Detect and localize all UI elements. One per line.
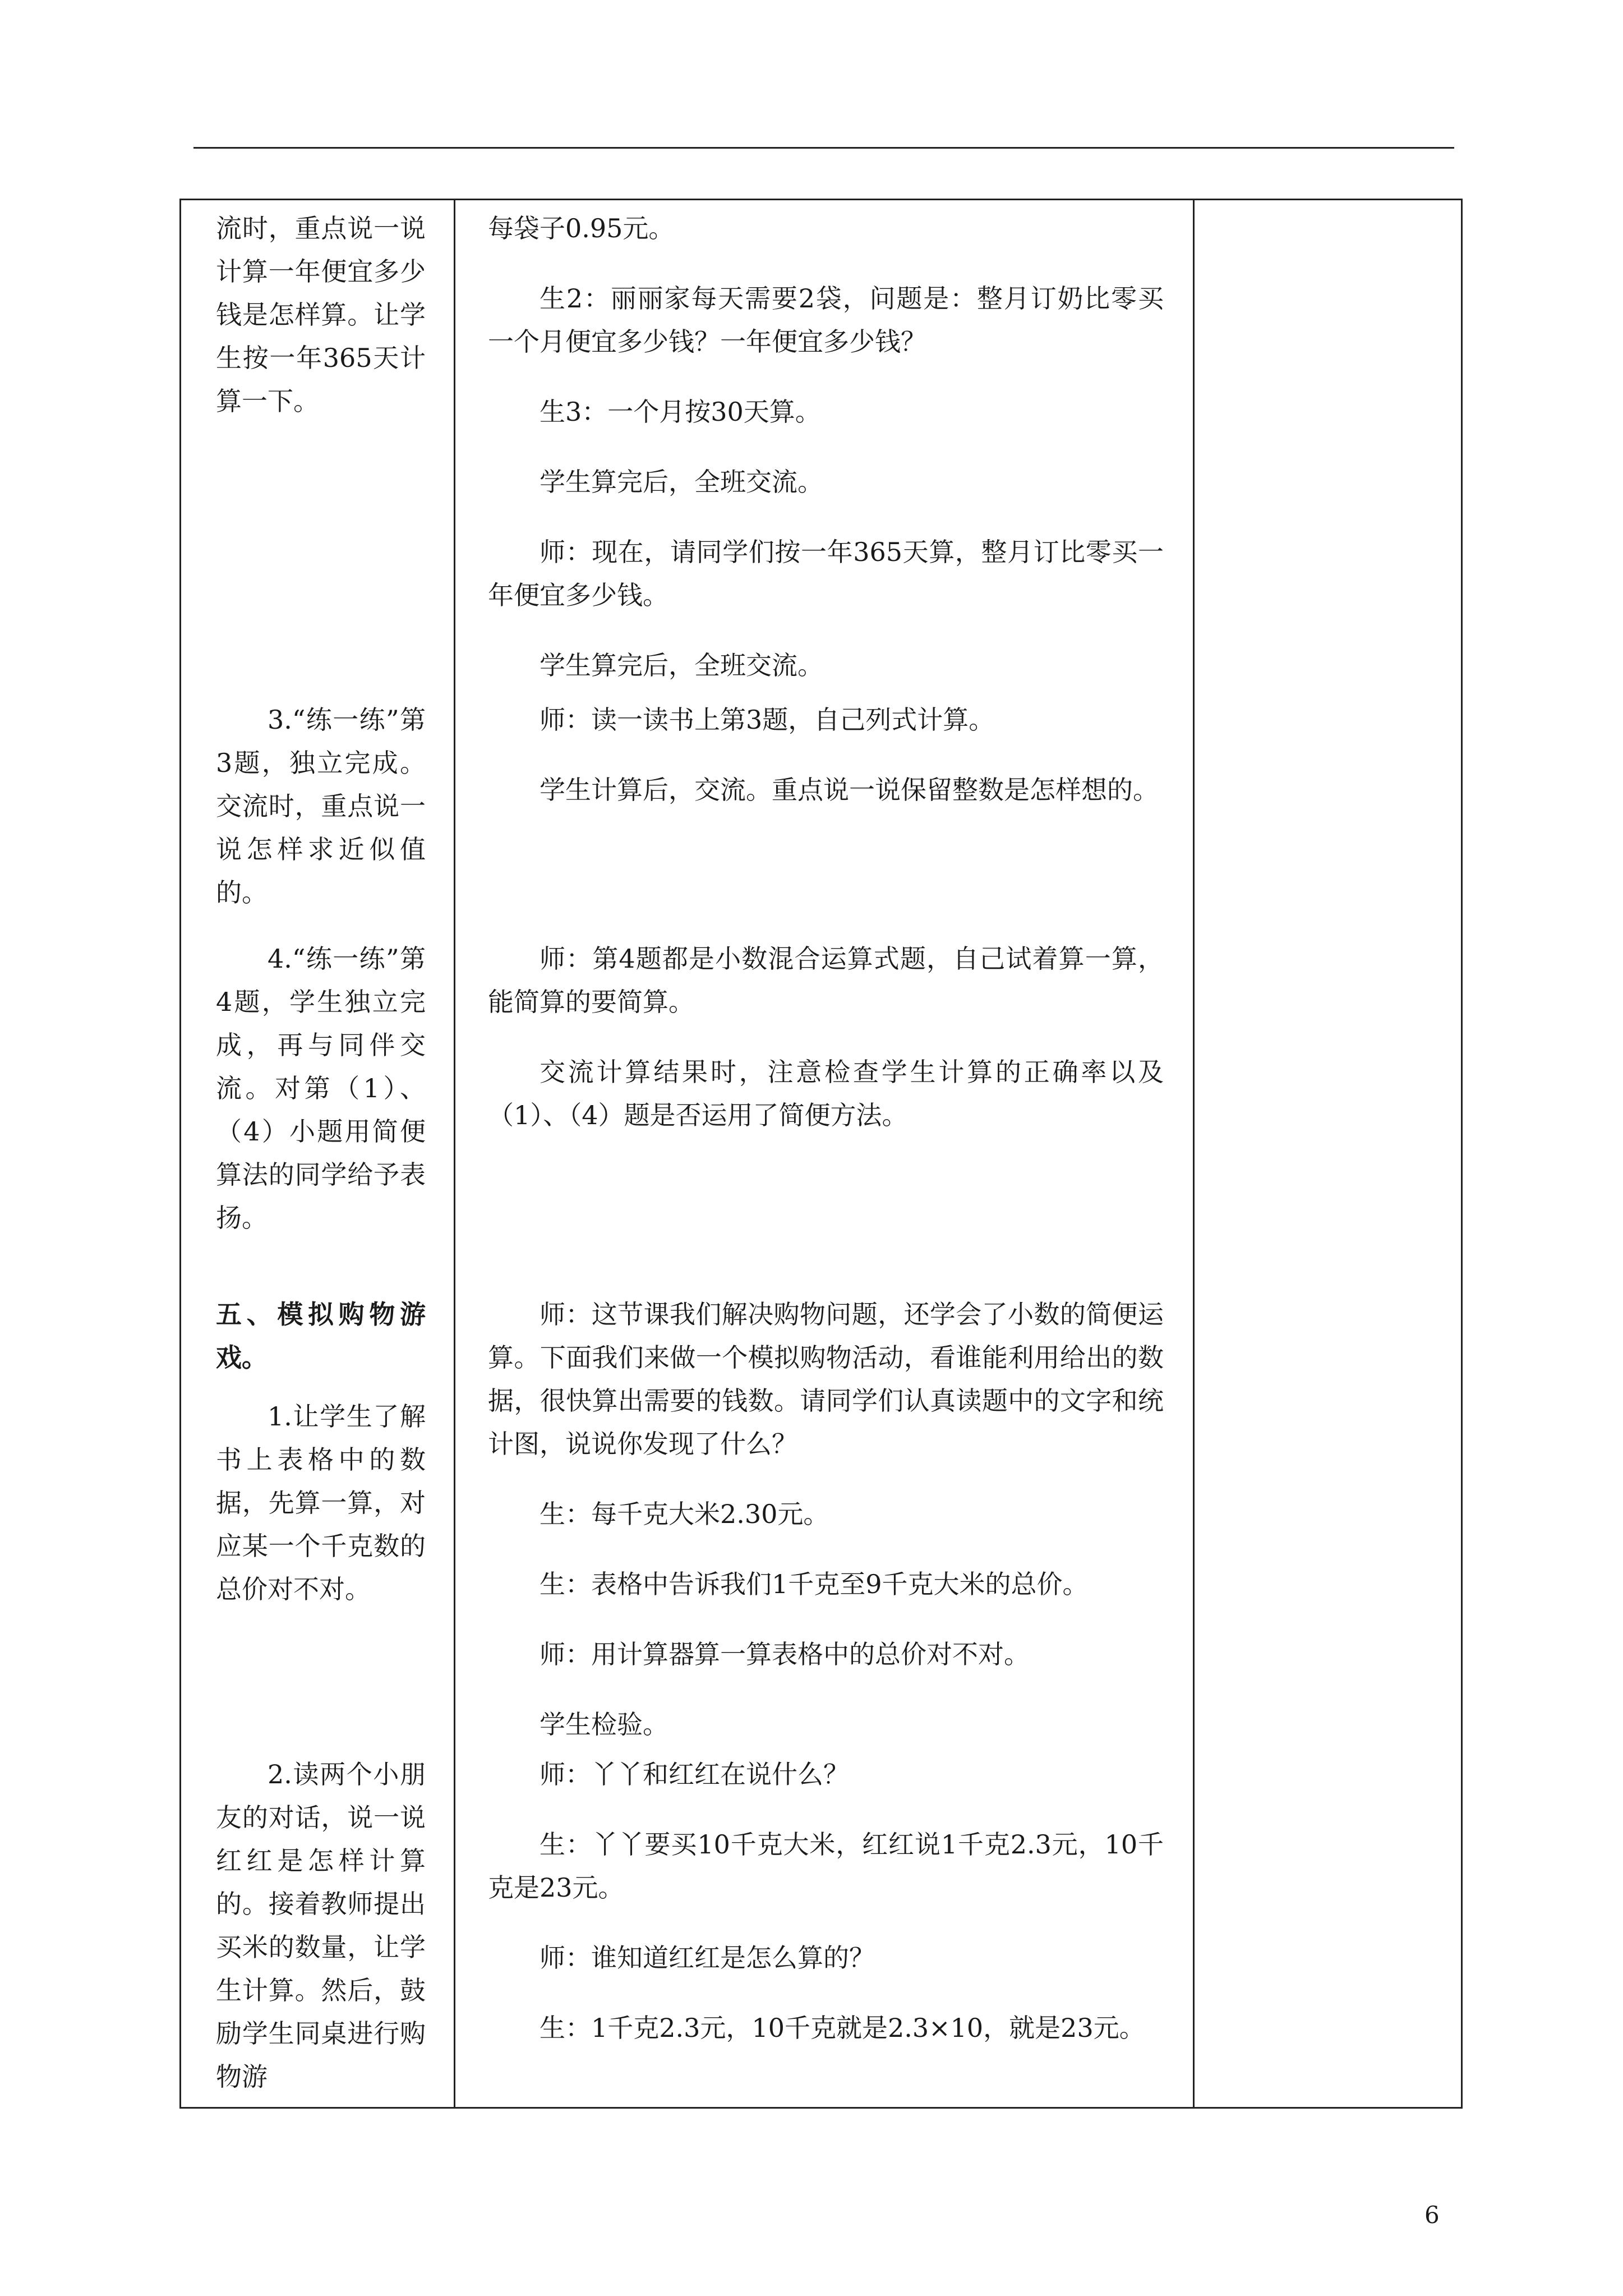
middle-paragraph: 学生检验。	[540, 1709, 668, 1740]
middle-column	[455, 200, 1193, 2107]
right-column	[1195, 200, 1461, 2107]
middle-paragraph: 学生计算后，交流。重点说一说保留整数是怎样想的。	[540, 775, 1159, 805]
left-text: 4.“练一练”第4题，学生独立完成，再与同伴交流。对第（1）、（4）小题用简便算法的同学给予表扬。	[216, 944, 426, 1233]
left-text: 3.“练一练”第3题，独立完成。交流时，重点说一说怎样求近似值的。	[216, 705, 426, 908]
middle-paragraph: 生：每千克大米2.30元。	[540, 1499, 829, 1529]
header-rule	[193, 147, 1454, 149]
left-block	[216, 698, 426, 914]
middle-block	[488, 698, 1164, 839]
middle-paragraph: 师：这节课我们解决购物问题，还学会了小数的简便运算。下面我们来做一个模拟购物活动，看谁能利用给出的数据，很快算出需要的钱数。请同学们认真读题中的文字和统计图，说说你发现了什么？	[488, 1299, 1164, 1459]
left-text: 1.让学生了解书上表格中的数据，先算一算，对应某一个千克数的总价对不对。	[216, 1401, 426, 1604]
middle-block	[488, 1753, 1164, 2077]
section-heading: 五、模拟购物游戏。	[216, 1299, 426, 1373]
left-text: 流时，重点说一说计算一年便宜多少钱是怎样算。让学生按一年365天计算一下。	[216, 213, 426, 416]
left-block	[216, 1753, 426, 2099]
middle-paragraph: 师：现在，请同学们按一年365天算，整月订比零买一年便宜多少钱。	[488, 537, 1164, 610]
left-column	[181, 200, 454, 2107]
middle-paragraph: 学生算完后，全班交流。	[540, 650, 823, 680]
left-block	[216, 1293, 426, 1379]
left-block	[216, 1395, 426, 1611]
middle-block	[488, 937, 1164, 1164]
left-block	[216, 207, 426, 423]
middle-paragraph: 每袋子0.95元。	[488, 213, 675, 243]
middle-paragraph: 学生算完后，全班交流。	[540, 467, 823, 497]
middle-block	[488, 1293, 1164, 1773]
left-block	[216, 937, 426, 1240]
middle-paragraph: 师：谁知道红红是怎么算的？	[540, 1943, 875, 1973]
left-text: 2.读两个小朋友的对话，说一说红红是怎样计算的。接着教师提出买米的数量，让学生计算。然后，鼓励学生同桌进行购物游	[216, 1759, 426, 2092]
middle-paragraph: 师：第4题都是小数混合运算式题，自己试着算一算，能简算的要简算。	[488, 944, 1164, 1017]
middle-paragraph: 生3：一个月按30天算。	[540, 397, 821, 427]
middle-paragraph: 生：表格中告诉我们1千克至9千克大米的总价。	[540, 1569, 1089, 1599]
lesson-table	[179, 199, 1463, 2109]
middle-paragraph: 师：读一读书上第3题，自己列式计算。	[540, 705, 995, 735]
middle-paragraph: 师：用计算器算一算表格中的总价对不对。	[540, 1639, 1030, 1669]
middle-paragraph: 师：丫丫和红红在说什么？	[540, 1759, 849, 1789]
page-number: 6	[1424, 2201, 1440, 2229]
middle-block	[488, 207, 1164, 714]
middle-paragraph: 生：1千克2.3元，10千克就是2.3×10，就是23元。	[540, 2013, 1145, 2043]
middle-paragraph: 生：丫丫要买10千克大米，红红说1千克2.3元，10千克是23元。	[488, 1829, 1164, 1903]
middle-paragraph: 交流计算结果时，注意检查学生计算的正确率以及（1）、（4）题是否运用了简便方法。	[488, 1057, 1164, 1130]
middle-paragraph: 生2：丽丽家每天需要2袋，问题是：整月订奶比零买一个月便宜多少钱？一年便宜多少钱？	[488, 283, 1164, 357]
